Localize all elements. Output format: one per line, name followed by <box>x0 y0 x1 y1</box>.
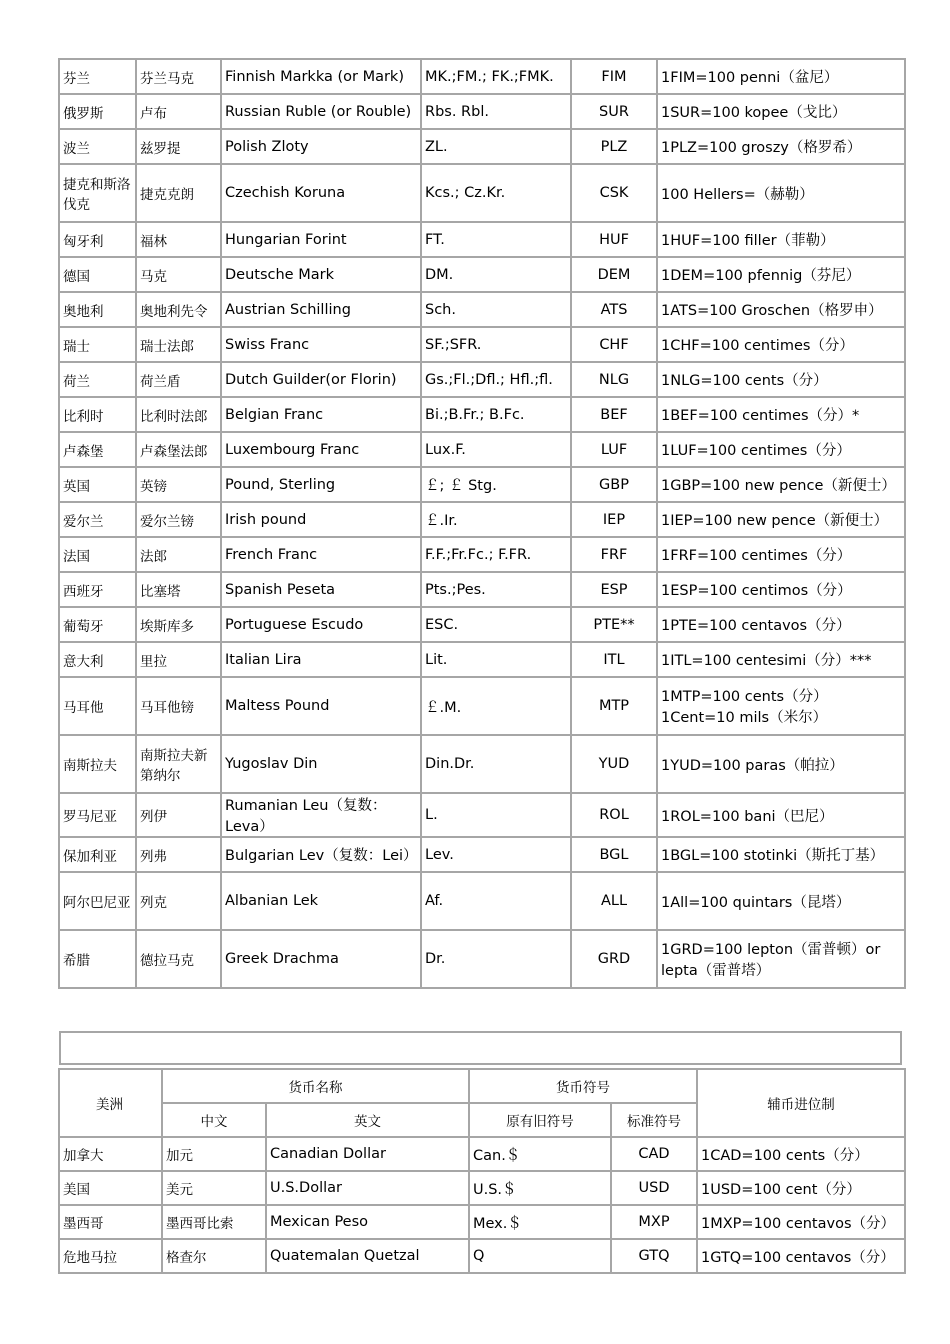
subunit-cell: 1GBP=100 new pence（新便士） <box>657 467 905 502</box>
old-symbol-cell: Bi.;B.Fr.; B.Fc. <box>421 397 571 432</box>
currency-english-cell: Deutsche Mark <box>221 257 421 292</box>
subunit-cell: 1DEM=100 pfennig（芬尼） <box>657 257 905 292</box>
currency-english-cell: Albanian Lek <box>221 872 421 930</box>
currency-english-cell: Czechish Koruna <box>221 164 421 222</box>
old-symbol-cell: Rbs. Rbl. <box>421 94 571 129</box>
old-symbol-cell: Af. <box>421 872 571 930</box>
currency-chinese-cell: 英镑 <box>136 467 221 502</box>
table-row <box>59 164 905 222</box>
standard-code-cell: MTP <box>571 677 657 735</box>
subunit-cell: 1CAD=100 cents（分） <box>697 1137 905 1171</box>
old-symbol-cell: Mex.＄ <box>469 1205 611 1239</box>
old-symbol-cell: ￡.M. <box>421 677 571 735</box>
standard-code-cell: FRF <box>571 537 657 572</box>
table-row <box>59 537 905 572</box>
standard-code-cell: NLG <box>571 362 657 397</box>
subunit-cell: 1GTQ=100 centavos（分） <box>697 1239 905 1273</box>
table-row <box>59 257 905 292</box>
table-row <box>59 362 905 397</box>
europe-table-body <box>59 59 905 988</box>
standard-code-cell: PLZ <box>571 129 657 164</box>
old-symbol-cell: Kcs.; Cz.Kr. <box>421 164 571 222</box>
table-row <box>59 432 905 467</box>
currency-english-cell: French Franc <box>221 537 421 572</box>
old-symbol-cell: Q <box>469 1239 611 1273</box>
currency-english-cell: Swiss Franc <box>221 327 421 362</box>
section-divider <box>59 1031 902 1065</box>
subunit-cell: 1NLG=100 cents（分） <box>657 362 905 397</box>
currency-chinese-cell: 卢布 <box>136 94 221 129</box>
country-cell: 卢森堡 <box>59 432 136 467</box>
subunit-cell: 1BEF=100 centimes（分）* <box>657 397 905 432</box>
currency-chinese-cell: 比利时法郎 <box>136 397 221 432</box>
old-symbol-cell: SF.;SFR. <box>421 327 571 362</box>
standard-code-cell: PTE** <box>571 607 657 642</box>
standard-code-cell: GTQ <box>611 1239 697 1273</box>
old-symbol-cell: FT. <box>421 222 571 257</box>
currency-chinese-cell: 福林 <box>136 222 221 257</box>
table-row <box>59 129 905 164</box>
standard-code-cell: CHF <box>571 327 657 362</box>
currency-chinese-cell: 爱尔兰镑 <box>136 502 221 537</box>
country-cell: 比利时 <box>59 397 136 432</box>
currency-chinese-cell: 德拉马克 <box>136 930 221 988</box>
subunit-cell: 1ATS=100 Groschen（格罗申） <box>657 292 905 327</box>
old-symbol-cell: Pts.;Pes. <box>421 572 571 607</box>
currency-english-cell: Luxembourg Franc <box>221 432 421 467</box>
table-row <box>59 292 905 327</box>
currency-chinese-cell: 里拉 <box>136 642 221 677</box>
standard-code-cell: GRD <box>571 930 657 988</box>
table-row <box>59 1171 905 1205</box>
currency-english-cell: U.S.Dollar <box>266 1171 469 1205</box>
subunit-cell: 1PLZ=100 groszy（格罗希） <box>657 129 905 164</box>
country-cell: 德国 <box>59 257 136 292</box>
currency-english-cell: Italian Lira <box>221 642 421 677</box>
old-symbol-cell: ZL. <box>421 129 571 164</box>
currency-chinese-cell: 比塞塔 <box>136 572 221 607</box>
table-row <box>59 677 905 735</box>
standard-code-cell: YUD <box>571 735 657 793</box>
standard-symbol-header: 标准符号 <box>611 1103 697 1137</box>
standard-code-cell: DEM <box>571 257 657 292</box>
standard-code-cell: IEP <box>571 502 657 537</box>
table-row <box>59 222 905 257</box>
table-row <box>59 872 905 930</box>
standard-code-cell: LUF <box>571 432 657 467</box>
old-symbol-cell: Lev. <box>421 837 571 872</box>
standard-code-cell: FIM <box>571 59 657 94</box>
currency-english-cell: Bulgarian Lev（复数：Lei） <box>221 837 421 872</box>
subunit-cell: 1LUF=100 centimes（分） <box>657 432 905 467</box>
old-symbol-cell: DM. <box>421 257 571 292</box>
subunit-cell: 1MXP=100 centavos（分） <box>697 1205 905 1239</box>
europe-currency-table <box>58 58 906 989</box>
currency-chinese-cell: 卢森堡法郎 <box>136 432 221 467</box>
chinese-header: 中文 <box>162 1103 266 1137</box>
standard-code-cell: ESP <box>571 572 657 607</box>
subunit-cell: 1IEP=100 new pence（新便士） <box>657 502 905 537</box>
old-symbol-cell: Lit. <box>421 642 571 677</box>
currency-english-cell: Hungarian Forint <box>221 222 421 257</box>
currency-english-cell: Mexican Peso <box>266 1205 469 1239</box>
country-cell: 芬兰 <box>59 59 136 94</box>
country-cell: 奥地利 <box>59 292 136 327</box>
currency-chinese-cell: 兹罗提 <box>136 129 221 164</box>
table-row <box>59 1205 905 1239</box>
currency-chinese-cell: 捷克克朗 <box>136 164 221 222</box>
subunit-cell: 1ROL=100 bani（巴尼） <box>657 793 905 837</box>
subunit-cell: 100 Hellers=（赫勒） <box>657 164 905 222</box>
subunit-cell: 1USD=100 cent（分） <box>697 1171 905 1205</box>
old-symbol-cell: F.F.;Fr.Fc.; F.FR. <box>421 537 571 572</box>
currency-english-cell: Canadian Dollar <box>266 1137 469 1171</box>
country-cell: 英国 <box>59 467 136 502</box>
subunit-cell: 1PTE=100 centavos（分） <box>657 607 905 642</box>
subunit-cell: 1ESP=100 centimos（分） <box>657 572 905 607</box>
america-currency-table <box>58 1068 906 1274</box>
country-cell: 荷兰 <box>59 362 136 397</box>
subunit-cell: 1MTP=100 cents（分）1Cent=10 mils（米尔） <box>657 677 905 735</box>
currency-chinese-cell: 奥地利先令 <box>136 292 221 327</box>
table-row <box>59 467 905 502</box>
old-symbol-cell: ￡; ￡ Stg. <box>421 467 571 502</box>
standard-code-cell: MXP <box>611 1205 697 1239</box>
currency-english-cell: Belgian Franc <box>221 397 421 432</box>
old-symbol-cell: Sch. <box>421 292 571 327</box>
currency-chinese-cell: 马克 <box>136 257 221 292</box>
country-cell: 危地马拉 <box>59 1239 162 1273</box>
country-cell: 西班牙 <box>59 572 136 607</box>
subunit-cell: 1ITL=100 centesimi（分）*** <box>657 642 905 677</box>
table-row <box>59 607 905 642</box>
country-cell: 葡萄牙 <box>59 607 136 642</box>
standard-code-cell: BGL <box>571 837 657 872</box>
subunit-cell: 1YUD=100 paras（帕拉） <box>657 735 905 793</box>
table-row <box>59 642 905 677</box>
country-cell: 爱尔兰 <box>59 502 136 537</box>
table-row <box>59 502 905 537</box>
currency-chinese-cell: 南斯拉夫新第纳尔 <box>136 735 221 793</box>
standard-code-cell: ITL <box>571 642 657 677</box>
country-cell: 意大利 <box>59 642 136 677</box>
old-symbol-cell: Gs.;Fl.;Dfl.; Hfl.;fl. <box>421 362 571 397</box>
currency-chinese-cell: 格查尔 <box>162 1239 266 1273</box>
table-row <box>59 1137 905 1171</box>
currency-english-cell: Finnish Markka (or Mark) <box>221 59 421 94</box>
standard-code-cell: ALL <box>571 872 657 930</box>
currency-chinese-cell: 列弗 <box>136 837 221 872</box>
currency-chinese-cell: 美元 <box>162 1171 266 1205</box>
table-row <box>59 1239 905 1273</box>
country-cell: 波兰 <box>59 129 136 164</box>
country-cell: 美国 <box>59 1171 162 1205</box>
table-row <box>59 397 905 432</box>
currency-chinese-cell: 埃斯库多 <box>136 607 221 642</box>
subunit-header: 辅币进位制 <box>697 1069 905 1137</box>
currency-chinese-cell: 加元 <box>162 1137 266 1171</box>
subunit-cell: 1FRF=100 centimes（分） <box>657 537 905 572</box>
country-cell: 罗马尼亚 <box>59 793 136 837</box>
table-row <box>59 59 905 94</box>
country-cell: 瑞士 <box>59 327 136 362</box>
country-cell: 保加利亚 <box>59 837 136 872</box>
country-cell: 希腊 <box>59 930 136 988</box>
currency-english-cell: Rumanian Leu（复数：Leva） <box>221 793 421 837</box>
old-symbol-cell: L. <box>421 793 571 837</box>
currency-chinese-cell: 芬兰马克 <box>136 59 221 94</box>
old-symbol-cell: MK.;FM.; FK.;FMK. <box>421 59 571 94</box>
america-table-header <box>59 1069 905 1137</box>
table-row <box>59 735 905 793</box>
currency-english-cell: Spanish Peseta <box>221 572 421 607</box>
currency-english-cell: Yugoslav Din <box>221 735 421 793</box>
currency-english-cell: Russian Ruble (or Rouble) <box>221 94 421 129</box>
country-cell: 加拿大 <box>59 1137 162 1171</box>
currency-name-header: 货币名称 <box>162 1069 469 1103</box>
country-cell: 南斯拉夫 <box>59 735 136 793</box>
country-cell: 匈牙利 <box>59 222 136 257</box>
old-symbol-header: 原有旧符号 <box>469 1103 611 1137</box>
old-symbol-cell: Lux.F. <box>421 432 571 467</box>
table-row <box>59 793 905 837</box>
table-row <box>59 94 905 129</box>
subunit-cell: 1BGL=100 stotinki（斯托丁基） <box>657 837 905 872</box>
currency-chinese-cell: 法郎 <box>136 537 221 572</box>
subunit-cell: 1HUF=100 filler（菲勒） <box>657 222 905 257</box>
standard-code-cell: SUR <box>571 94 657 129</box>
old-symbol-cell: ESC. <box>421 607 571 642</box>
table-row <box>59 930 905 988</box>
region-header: 美洲 <box>59 1069 162 1137</box>
subunit-cell: 1SUR=100 kopee（戈比） <box>657 94 905 129</box>
country-cell: 捷克和斯洛伐克 <box>59 164 136 222</box>
currency-chinese-cell: 列克 <box>136 872 221 930</box>
currency-english-cell: Polish Zloty <box>221 129 421 164</box>
old-symbol-cell: ￡.Ir. <box>421 502 571 537</box>
standard-code-cell: CAD <box>611 1137 697 1171</box>
standard-code-cell: HUF <box>571 222 657 257</box>
table-row <box>59 327 905 362</box>
america-table-body <box>59 1137 905 1273</box>
standard-code-cell: GBP <box>571 467 657 502</box>
currency-chinese-cell: 列伊 <box>136 793 221 837</box>
table-row <box>59 837 905 872</box>
old-symbol-cell: Din.Dr. <box>421 735 571 793</box>
currency-symbol-header: 货币符号 <box>469 1069 697 1103</box>
currency-english-cell: Maltess Pound <box>221 677 421 735</box>
currency-chinese-cell: 马耳他镑 <box>136 677 221 735</box>
old-symbol-cell: Dr. <box>421 930 571 988</box>
currency-english-cell: Pound, Sterling <box>221 467 421 502</box>
subunit-cell: 1GRD=100 lepton（雷普顿）or lepta（雷普塔） <box>657 930 905 988</box>
table-row <box>59 572 905 607</box>
country-cell: 阿尔巴尼亚 <box>59 872 136 930</box>
old-symbol-cell: U.S.＄ <box>469 1171 611 1205</box>
old-symbol-cell: Can.＄ <box>469 1137 611 1171</box>
currency-english-cell: Irish pound <box>221 502 421 537</box>
standard-code-cell: ATS <box>571 292 657 327</box>
country-cell: 俄罗斯 <box>59 94 136 129</box>
currency-chinese-cell: 墨西哥比索 <box>162 1205 266 1239</box>
currency-english-cell: Quatemalan Quetzal <box>266 1239 469 1273</box>
country-cell: 法国 <box>59 537 136 572</box>
currency-english-cell: Dutch Guilder(or Florin) <box>221 362 421 397</box>
currency-chinese-cell: 瑞士法郎 <box>136 327 221 362</box>
subunit-cell: 1All=100 quintars（昆塔） <box>657 872 905 930</box>
currency-english-cell: Austrian Schilling <box>221 292 421 327</box>
currency-english-cell: Portuguese Escudo <box>221 607 421 642</box>
standard-code-cell: BEF <box>571 397 657 432</box>
country-cell: 马耳他 <box>59 677 136 735</box>
english-header: 英文 <box>266 1103 469 1137</box>
standard-code-cell: USD <box>611 1171 697 1205</box>
currency-english-cell: Greek Drachma <box>221 930 421 988</box>
subunit-cell: 1FIM=100 penni（盆尼） <box>657 59 905 94</box>
country-cell: 墨西哥 <box>59 1205 162 1239</box>
standard-code-cell: CSK <box>571 164 657 222</box>
standard-code-cell: ROL <box>571 793 657 837</box>
subunit-cell: 1CHF=100 centimes（分） <box>657 327 905 362</box>
currency-chinese-cell: 荷兰盾 <box>136 362 221 397</box>
